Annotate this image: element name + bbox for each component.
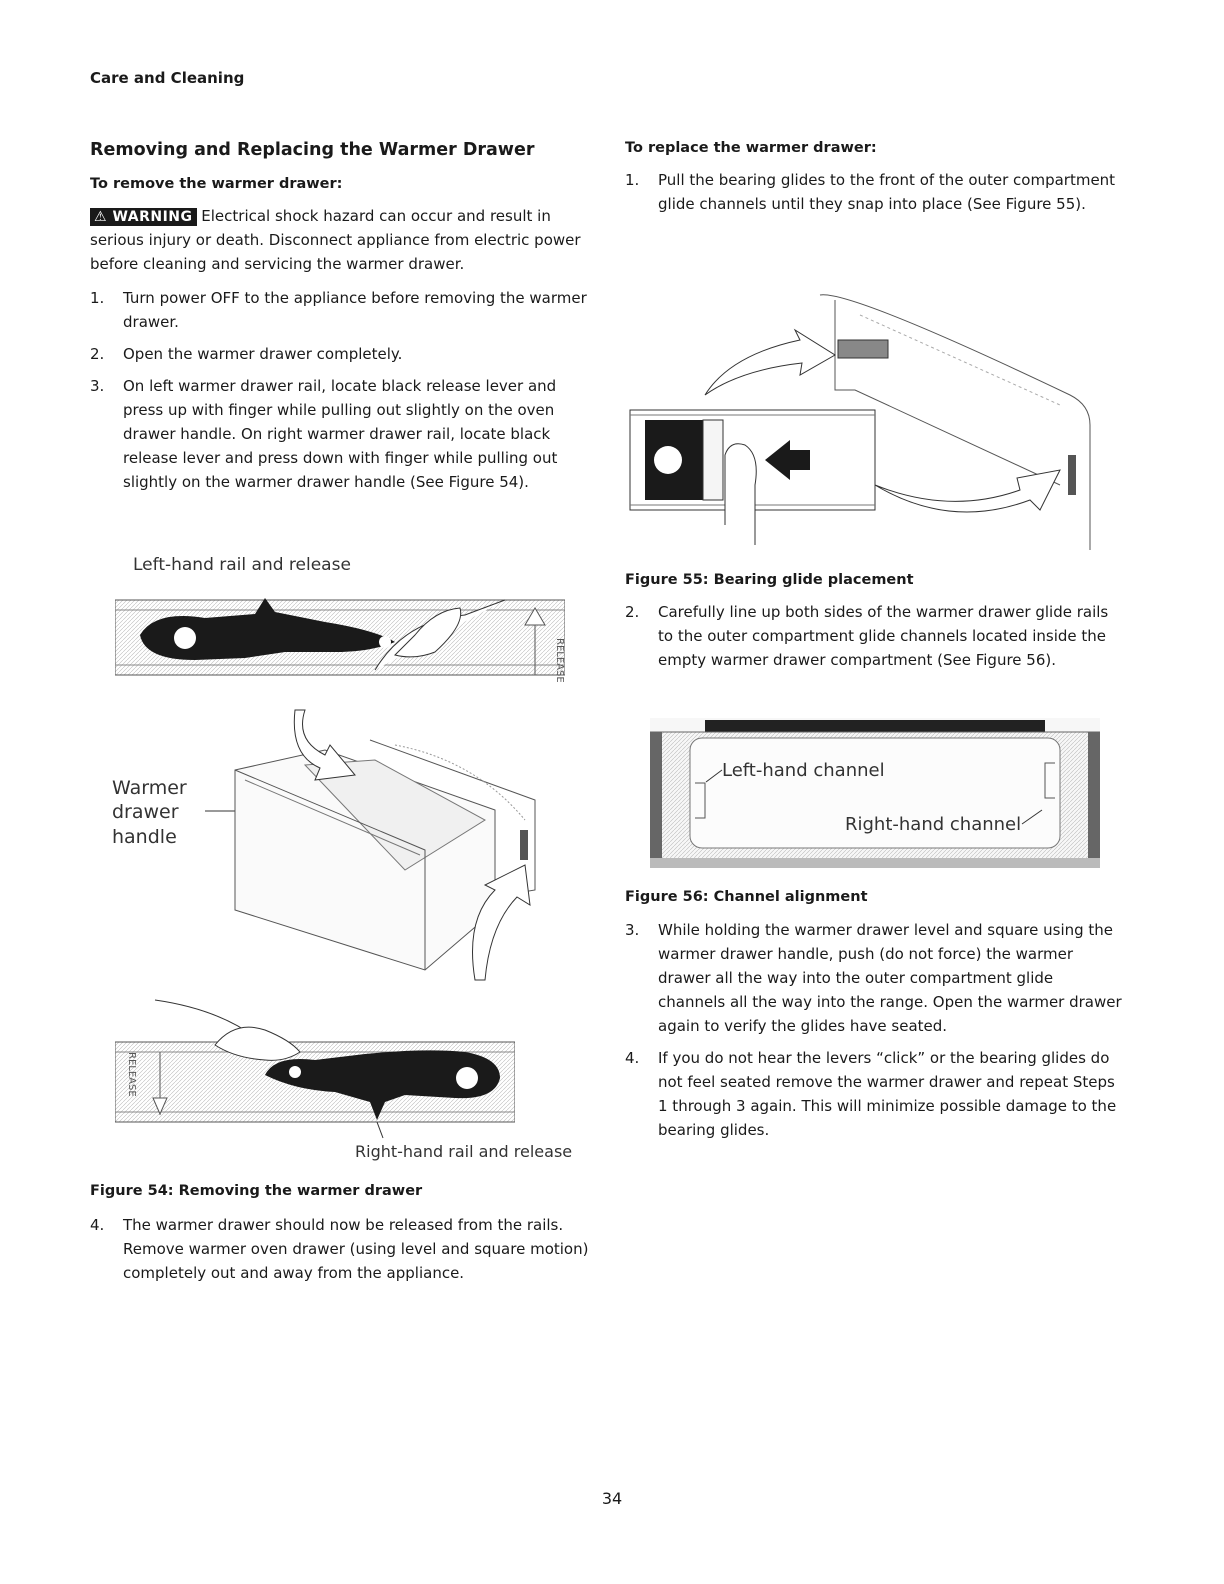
step-number: 1. xyxy=(90,289,105,307)
section-label: Care and Cleaning xyxy=(90,69,245,87)
remove-steps xyxy=(90,286,590,494)
handle-label-3: handle xyxy=(112,826,177,848)
warning-triangle-icon: ⚠ xyxy=(94,209,108,225)
step-number: 3. xyxy=(625,921,640,939)
compartment-graphic xyxy=(650,718,1100,870)
step-number: 1. xyxy=(625,171,640,189)
replace-steps-2 xyxy=(625,600,1125,672)
left-step-4-block xyxy=(90,1213,590,1293)
step-number: 2. xyxy=(90,345,105,363)
figure-55-caption: Figure 55: Bearing glide placement xyxy=(625,572,914,588)
figure-56-caption: Figure 56: Channel alignment xyxy=(625,889,868,905)
handle-label-2: drawer xyxy=(112,801,179,823)
step-number: 4. xyxy=(625,1049,640,1067)
right-channel-label: Right-hand channel xyxy=(845,814,1022,835)
step-text: Open the warmer drawer completely. xyxy=(123,345,403,363)
replace-steps-3 xyxy=(625,918,1125,1142)
left-column xyxy=(90,140,590,502)
page-title: Removing and Replacing the Warmer Drawer xyxy=(90,140,535,160)
right-step-2-block xyxy=(625,600,1125,680)
release-label-bottom: RELEASE xyxy=(126,1052,137,1097)
warmer-drawer-illustration xyxy=(175,700,565,990)
step-text: If you do not hear the levers “click” or the bearing glides do not feel seated remove the warmer drawer and repeat Steps 1 through 3 again. This will minimize possible damage to the bearing glides. xyxy=(658,1049,1117,1139)
left-rail-illustration xyxy=(115,580,565,690)
right-steps-3-4-block xyxy=(625,918,1125,1150)
handle-label-1: Warmer xyxy=(112,777,187,799)
step-number: 2. xyxy=(625,603,640,621)
step-text: While holding the warmer drawer level and square using the warmer drawer handle, push (do not force) the warmer drawer all the way into the outer compartment glide channels all the way into the range. Open the warmer drawer again to verify the glides have seated. xyxy=(658,921,1122,1035)
replace-subhead: To replace the warmer drawer: xyxy=(625,140,877,156)
list-item xyxy=(625,918,1125,1038)
step-number: 3. xyxy=(90,377,105,395)
warning-paragraph xyxy=(90,204,590,276)
channel-alignment-illustration xyxy=(650,718,1100,870)
step-text: Turn power OFF to the appliance before removing the warmer drawer. xyxy=(123,289,587,331)
right-rail-illustration xyxy=(115,990,515,1140)
list-item xyxy=(90,342,590,366)
replace-steps xyxy=(625,168,1125,216)
step-text: The warmer drawer should now be released from the rails. Remove warmer oven drawer (using level and square motion) completely out and away from the appliance. xyxy=(123,1216,589,1282)
list-item xyxy=(625,168,1125,216)
step-number: 4. xyxy=(90,1216,105,1234)
step-text: On left warmer drawer rail, locate black release lever and press up with finger while pulling out slightly on the oven drawer handle. On right warmer drawer rail, locate black release lever and press down with finger while pulling out slightly on the warmer drawer handle (See Figure 54). xyxy=(123,377,558,491)
warning-badge xyxy=(90,208,197,226)
step-text: Pull the bearing glides to the front of the outer compartment glide channels until they snap into place (See Figure 55). xyxy=(658,171,1116,213)
warning-text: Electrical shock hazard can occur and result in serious injury or death. Disconnect appliance from electric power before cleaning and servicing the warmer drawer. xyxy=(90,207,581,273)
right-rail-label: Right-hand rail and release xyxy=(355,1142,573,1161)
list-item xyxy=(625,600,1125,672)
figure-54-caption: Figure 54: Removing the warmer drawer xyxy=(90,1183,423,1199)
list-item xyxy=(625,1046,1125,1142)
remove-steps-continued xyxy=(90,1213,590,1285)
step-text: Carefully line up both sides of the warmer drawer glide rails to the outer compartment glide channels located inside the empty warmer drawer compartment (See Figure 56). xyxy=(658,603,1109,669)
page-number: 34 xyxy=(601,1489,623,1508)
remove-subhead: To remove the warmer drawer: xyxy=(90,176,343,192)
right-column xyxy=(625,140,1125,224)
list-item xyxy=(90,374,590,494)
warning-badge-label: WARNING xyxy=(112,209,193,225)
left-channel-label: Left-hand channel xyxy=(722,760,885,781)
list-item xyxy=(90,286,590,334)
release-label-top: RELEASE xyxy=(554,638,565,683)
bearing-glide-illustration xyxy=(620,285,1110,550)
list-item xyxy=(90,1213,590,1285)
left-rail-label: Left-hand rail and release xyxy=(133,555,351,575)
